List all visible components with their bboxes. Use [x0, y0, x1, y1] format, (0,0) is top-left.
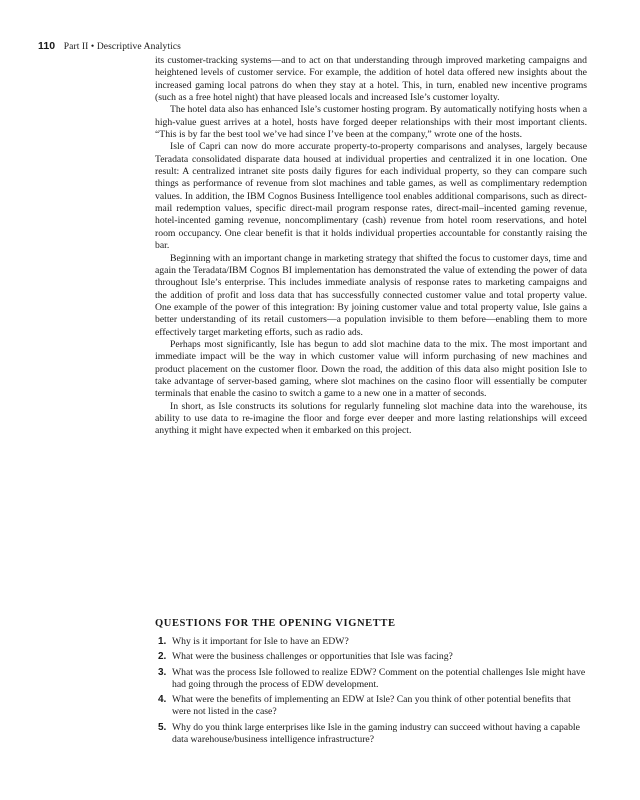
question-item — [155, 636, 587, 648]
questions-list — [155, 636, 587, 746]
question-number: 1. — [158, 636, 167, 647]
questions-section — [155, 618, 587, 749]
paragraph: Isle of Capri can now do more accurate property-to-property comparisons and analyses, largely because Teradata consolidated disparate data housed at individual properties and centralized it in one location. One result: A centralized intranet site posts daily figures for each individual property, so they can compare such things as performance of revenue from slot machines and table games, as well as complimentary redemption values. In addition, the IBM Cognos Business Intelligence tool enables additional comparisons, such as direct-mail redemption values, specific direct-mail program response rates, direct-mail–incented gaming revenue, hotel-incented gaming revenue, noncomplimentary (cash) revenue from hotel room reservations, and hotel room occupancy. One clear benefit is that it holds individual properties accountable for constantly raising the bar. — [155, 141, 587, 252]
question-text: Why is it important for Isle to have an EDW? — [172, 636, 349, 647]
question-item — [155, 667, 587, 692]
paragraph: its customer-tracking systems—and to act on that understanding through improved marketing campaigns and heightened levels of customer service. For example, the addition of hotel data offered new insights about the increased gaming local patrons do when they stay at a hotel. This, in turn, enabled new incentive programs (such as a free hotel night) that have pleased locals and increased Isle’s customer loyalty. — [155, 55, 587, 104]
running-head: Part II • Descriptive Analytics — [63, 42, 181, 52]
paragraph: The hotel data also has enhanced Isle’s customer hosting program. By automatically notifying hosts when a high-value guest arrives at a hotel, hosts have forged deeper relationships with their most important clients. “This is by far the best tool we’ve had since I’ve been at the company,” wrote one of the hosts. — [155, 104, 587, 141]
question-text: What was the process Isle followed to realize EDW? Comment on the potential challenges Isle might have had going through the process of EDW development. — [172, 666, 586, 690]
question-item — [155, 722, 587, 747]
paragraph: Perhaps most significantly, Isle has begun to add slot machine data to the mix. The most important and immediate impact will be the way in which customer value will inform purchasing of new machines and product placement on the customer floor. Down the road, the addition of this data also might position Isle to take advantage of server-based gaming, where slot machines on the casino floor will essentially be computer terminals that enable the casino to switch a game to a new one in a matter of seconds. — [155, 338, 587, 400]
question-number: 4. — [158, 694, 167, 706]
paragraph: In short, as Isle constructs its solutions for regularly funneling slot machine data into the warehouse, its ability to use data to re-imagine the floor and forge ever deeper and more lasting relationships will exceed anything it might have expected when it embarked on this project. — [155, 400, 587, 437]
question-text: Why do you think large enterprises like Isle in the gaming industry can succeed without having a capable data warehouse/business intelligence infrastructure? — [172, 721, 580, 746]
article-body — [155, 55, 587, 438]
question-text: What were the business challenges or opportunities that Isle was facing? — [172, 651, 453, 663]
question-number: 3. — [158, 666, 167, 678]
question-number: 2. — [158, 651, 167, 663]
question-item — [155, 651, 587, 663]
paragraph: Beginning with an important change in marketing strategy that shifted the focus to customer days, time and again the Teradata/IBM Cognos BI implementation has demonstrated the value of extending the power of data throughout Isle’s enterprise. This includes immediate analysis of response rates to marketing campaigns and the addition of profit and loss data that has successfully connected customer value and total property value. One example of the power of this integration: By joining customer value and total property value, Isle gains a better understanding of its retail customers—a population invisible to them before—enabling them to more effectively target marketing efforts, such as radio ads. — [155, 252, 587, 338]
running-header — [38, 40, 181, 52]
questions-heading: QUESTIONS FOR THE OPENING VIGNETTE — [155, 618, 396, 629]
question-text: What were the benefits of implementing an EDW at Isle? Can you think of other potential benefits that were not listed in the case? — [172, 694, 571, 718]
question-item — [155, 694, 587, 719]
page-number: 110 — [38, 40, 56, 52]
question-number: 5. — [158, 721, 167, 733]
